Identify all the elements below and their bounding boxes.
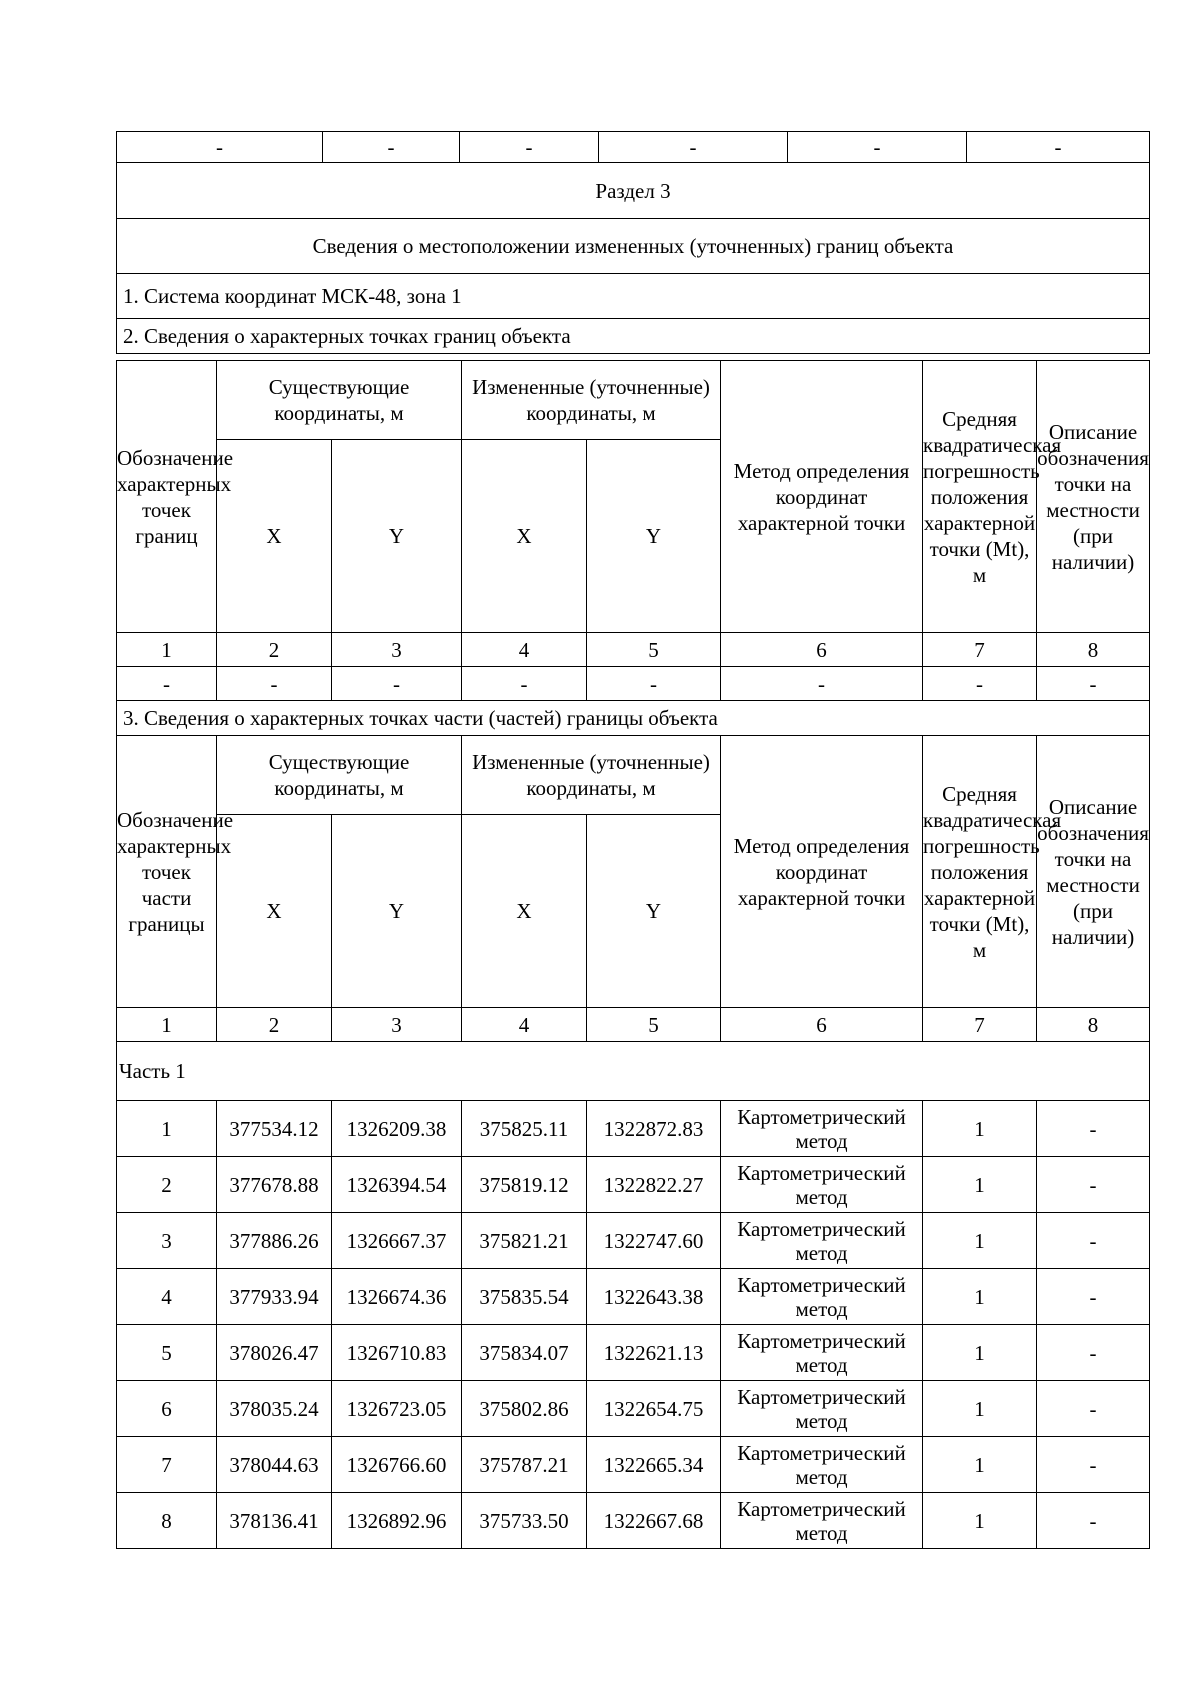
existing-y: 1326723.05 xyxy=(332,1381,462,1437)
cell: - xyxy=(923,667,1037,701)
cell: 4 xyxy=(462,633,587,667)
point-number: 2 xyxy=(117,1157,217,1213)
x-header: X xyxy=(462,815,587,1008)
cell: - xyxy=(721,667,923,701)
error-value: 1 xyxy=(923,1381,1037,1437)
changed-x: 375834.07 xyxy=(462,1325,587,1381)
data-rows xyxy=(117,1101,1150,1549)
description-value: - xyxy=(1037,1269,1150,1325)
cell: 2 xyxy=(217,1008,332,1042)
cell: - xyxy=(460,132,599,163)
cell: 1 xyxy=(117,1008,217,1042)
error-value: 1 xyxy=(923,1157,1037,1213)
description-value: - xyxy=(1037,1493,1150,1549)
method-header: Метод определения координат характерной точки xyxy=(721,361,923,633)
cell: 6 xyxy=(721,1008,923,1042)
existing-x: 378044.63 xyxy=(217,1437,332,1493)
existing-x: 377678.88 xyxy=(217,1157,332,1213)
changed-y: 1322747.60 xyxy=(587,1213,721,1269)
points-table xyxy=(116,360,1150,1549)
y-header: Y xyxy=(332,440,462,633)
cell: - xyxy=(967,132,1150,163)
table-row xyxy=(117,1381,1150,1437)
cell: 5 xyxy=(587,633,721,667)
method-value: Картометрический метод xyxy=(721,1213,923,1269)
existing-y: 1326667.37 xyxy=(332,1213,462,1269)
changed-y: 1322872.83 xyxy=(587,1101,721,1157)
method-value: Картометрический метод xyxy=(721,1325,923,1381)
point-number: 1 xyxy=(117,1101,217,1157)
cell: - xyxy=(462,667,587,701)
changed-x: 375787.21 xyxy=(462,1437,587,1493)
continuation-row xyxy=(117,132,1150,163)
cell: - xyxy=(117,132,323,163)
changed-y: 1322665.34 xyxy=(587,1437,721,1493)
cell: - xyxy=(332,667,462,701)
cell: 1 xyxy=(117,633,217,667)
existing-y: 1326394.54 xyxy=(332,1157,462,1213)
description-value: - xyxy=(1037,1325,1150,1381)
changed-x: 375821.21 xyxy=(462,1213,587,1269)
part-label: Часть 1 xyxy=(117,1042,1150,1101)
existing-y: 1326674.36 xyxy=(332,1269,462,1325)
cell: 6 xyxy=(721,633,923,667)
section-title: Раздел 3 xyxy=(117,163,1150,219)
cell: - xyxy=(599,132,788,163)
point-number: 3 xyxy=(117,1213,217,1269)
method-value: Картометрический метод xyxy=(721,1381,923,1437)
cell: 3 xyxy=(332,633,462,667)
cell: - xyxy=(587,667,721,701)
method-value: Картометрический метод xyxy=(721,1101,923,1157)
existing-y: 1326710.83 xyxy=(332,1325,462,1381)
point-number: 8 xyxy=(117,1493,217,1549)
table-row xyxy=(117,1213,1150,1269)
table-row xyxy=(117,1269,1150,1325)
cell: - xyxy=(217,667,332,701)
coord-system: 1. Система координат МСК-48, зона 1 xyxy=(117,274,1150,319)
changed-y: 1322621.13 xyxy=(587,1325,721,1381)
table-row xyxy=(117,1437,1150,1493)
method-value: Картометрический метод xyxy=(721,1157,923,1213)
method-value: Картометрический метод xyxy=(721,1269,923,1325)
cell: 5 xyxy=(587,1008,721,1042)
error-header: Средняя квадратическая погрешность положения характерной точки (Mt), м xyxy=(923,736,1037,1008)
y-header: Y xyxy=(332,815,462,1008)
existing-x: 377534.12 xyxy=(217,1101,332,1157)
error-header: Средняя квадратическая погрешность положения характерной точки (Mt), м xyxy=(923,361,1037,633)
section-subtitle: Сведения о местоположении измененных (уточненных) границ объекта xyxy=(117,219,1150,274)
existing-coords-header: Существующие координаты, м xyxy=(217,736,462,815)
y-header: Y xyxy=(587,815,721,1008)
cell: - xyxy=(1037,667,1150,701)
description-value: - xyxy=(1037,1381,1150,1437)
changed-y: 1322643.38 xyxy=(587,1269,721,1325)
changed-coords-header: Измененные (уточненные) координаты, м xyxy=(462,361,721,440)
changed-y: 1322654.75 xyxy=(587,1381,721,1437)
x-header: X xyxy=(462,440,587,633)
cell: 3 xyxy=(332,1008,462,1042)
point-number: 6 xyxy=(117,1381,217,1437)
error-value: 1 xyxy=(923,1493,1037,1549)
changed-y: 1322822.27 xyxy=(587,1157,721,1213)
point-number: 4 xyxy=(117,1269,217,1325)
existing-y: 1326766.60 xyxy=(332,1437,462,1493)
points-heading: 2. Сведения о характерных точках границ объекта xyxy=(117,319,1150,354)
existing-x: 377933.94 xyxy=(217,1269,332,1325)
existing-y: 1326892.96 xyxy=(332,1493,462,1549)
designation-part-header: Обозначение характерных точек части границы xyxy=(117,736,217,1008)
table-row xyxy=(117,1101,1150,1157)
cell: 4 xyxy=(462,1008,587,1042)
section-header-table xyxy=(116,131,1150,354)
changed-x: 375733.50 xyxy=(462,1493,587,1549)
table-row xyxy=(117,1325,1150,1381)
error-value: 1 xyxy=(923,1325,1037,1381)
cell: 7 xyxy=(923,633,1037,667)
table-row xyxy=(117,1493,1150,1549)
column-numbers-row xyxy=(117,633,1150,667)
cell: 8 xyxy=(1037,633,1150,667)
x-header: X xyxy=(217,815,332,1008)
changed-coords-header: Измененные (уточненные) координаты, м xyxy=(462,736,721,815)
description-value: - xyxy=(1037,1157,1150,1213)
description-header: Описание обозначения точки на местности (при наличии) xyxy=(1037,361,1150,633)
existing-x: 378026.47 xyxy=(217,1325,332,1381)
changed-x: 375802.86 xyxy=(462,1381,587,1437)
point-number: 5 xyxy=(117,1325,217,1381)
error-value: 1 xyxy=(923,1437,1037,1493)
error-value: 1 xyxy=(923,1213,1037,1269)
point-number: 7 xyxy=(117,1437,217,1493)
method-value: Картометрический метод xyxy=(721,1437,923,1493)
error-value: 1 xyxy=(923,1101,1037,1157)
existing-x: 377886.26 xyxy=(217,1213,332,1269)
existing-y: 1326209.38 xyxy=(332,1101,462,1157)
description-value: - xyxy=(1037,1437,1150,1493)
existing-x: 378136.41 xyxy=(217,1493,332,1549)
changed-x: 375819.12 xyxy=(462,1157,587,1213)
existing-x: 378035.24 xyxy=(217,1381,332,1437)
designation-header: Обозначение характерных точек границ xyxy=(117,361,217,633)
y-header: Y xyxy=(587,440,721,633)
table-row xyxy=(117,1157,1150,1213)
changed-y: 1322667.68 xyxy=(587,1493,721,1549)
method-value: Картометрический метод xyxy=(721,1493,923,1549)
existing-coords-header: Существующие координаты, м xyxy=(217,361,462,440)
cell: 7 xyxy=(923,1008,1037,1042)
description-header: Описание обозначения точки на местности (при наличии) xyxy=(1037,736,1150,1008)
changed-x: 375825.11 xyxy=(462,1101,587,1157)
description-value: - xyxy=(1037,1101,1150,1157)
changed-x: 375835.54 xyxy=(462,1269,587,1325)
cell: - xyxy=(323,132,460,163)
cell: - xyxy=(117,667,217,701)
cell: 8 xyxy=(1037,1008,1150,1042)
empty-row xyxy=(117,667,1150,701)
column-numbers-row xyxy=(117,1008,1150,1042)
method-header: Метод определения координат характерной точки xyxy=(721,736,923,1008)
parts-heading: 3. Сведения о характерных точках части (частей) границы объекта xyxy=(117,701,1150,736)
description-value: - xyxy=(1037,1213,1150,1269)
cell: - xyxy=(788,132,967,163)
cell: 2 xyxy=(217,633,332,667)
x-header: X xyxy=(217,440,332,633)
error-value: 1 xyxy=(923,1269,1037,1325)
